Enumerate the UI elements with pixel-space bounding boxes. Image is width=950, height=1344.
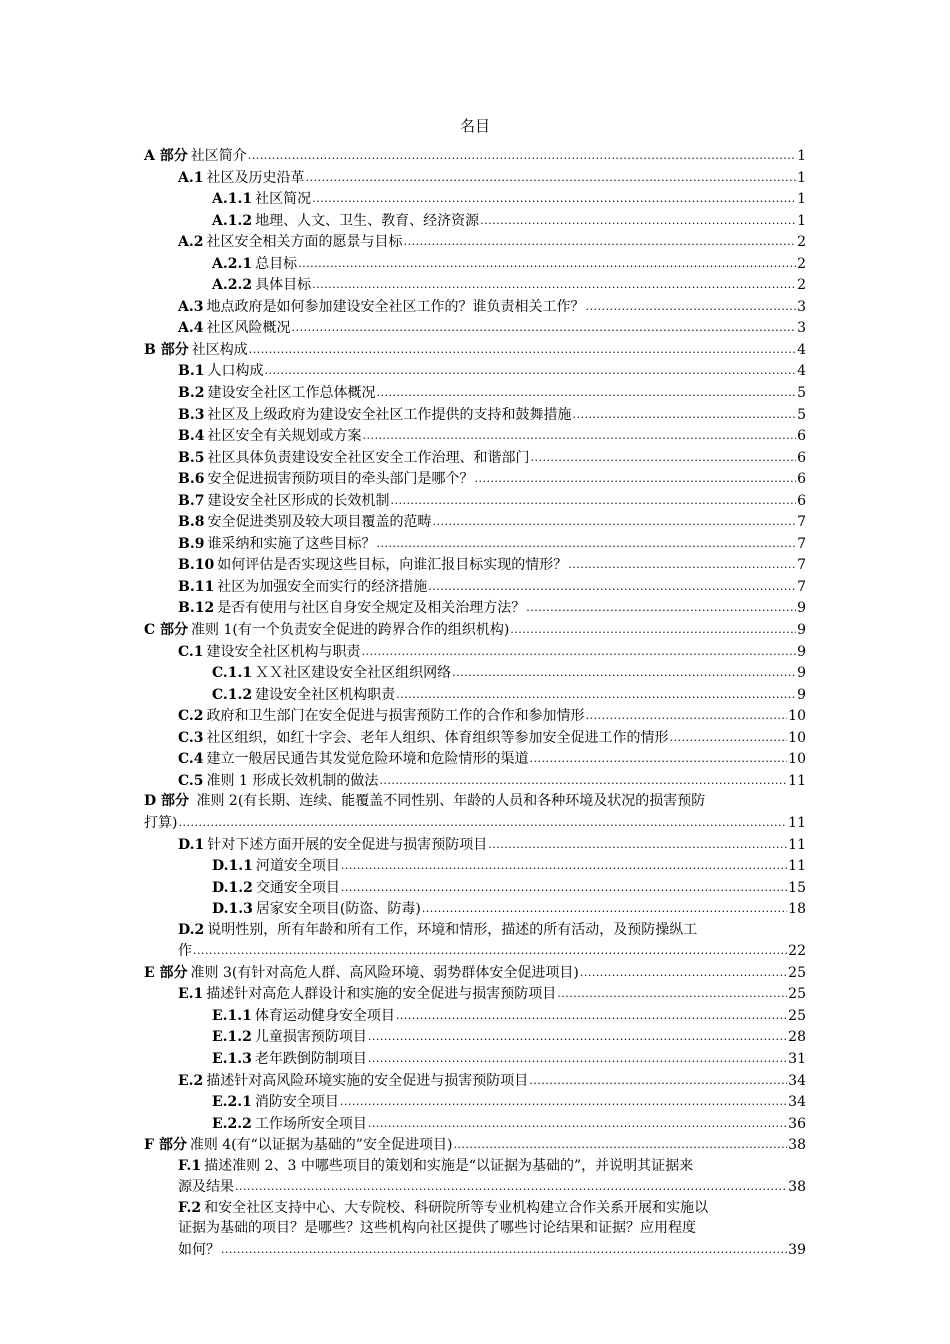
toc-entry-code: A.1.2 xyxy=(212,212,253,229)
toc-entry-code: D.1.1 xyxy=(212,858,253,875)
toc-page-number: 5 xyxy=(797,406,806,423)
dot-leader xyxy=(480,210,796,232)
toc-page-number: 4 xyxy=(797,363,806,380)
toc-entry[interactable] xyxy=(144,1048,806,1070)
toc-entry[interactable] xyxy=(144,576,806,598)
toc-entry-code: C.3 xyxy=(178,729,204,746)
toc-page-number: 28 xyxy=(788,1029,806,1046)
dot-leader xyxy=(221,1239,787,1261)
toc-entry-text: 是否有使用与社区自身安全规定及相关治理方法？ xyxy=(217,600,526,617)
toc-entry-code: B.8 xyxy=(178,514,205,531)
toc-entry-line xyxy=(178,1198,806,1219)
toc-entry[interactable] xyxy=(144,1026,806,1048)
toc-page-number: 31 xyxy=(788,1050,806,1067)
toc-entry[interactable] xyxy=(144,962,806,984)
toc-entry-line xyxy=(178,940,806,962)
toc-entry[interactable] xyxy=(144,619,806,641)
dot-leader xyxy=(670,727,788,749)
dot-leader xyxy=(291,317,796,339)
toc-page-number: 11 xyxy=(788,858,806,875)
toc-entry-code: A.1.1 xyxy=(212,191,253,208)
toc-entry[interactable] xyxy=(144,662,806,684)
toc-entry-code: E.1.1 xyxy=(212,1007,252,1024)
dot-leader xyxy=(453,1134,787,1156)
dot-leader xyxy=(396,684,796,706)
dot-leader xyxy=(362,641,797,663)
toc-entry-line xyxy=(178,1239,806,1261)
toc-entry[interactable] xyxy=(144,468,806,490)
toc-page-number: 9 xyxy=(797,643,806,660)
toc-entry-code: B 部分 xyxy=(144,341,189,358)
toc-entry-text: 描述准则 2、3 中哪些项目的策划和实施是“以证据为基础的”，并说明其证据来 xyxy=(204,1157,694,1174)
dot-leader xyxy=(390,490,796,512)
toc-entry-text: 老年跌倒防制项目 xyxy=(254,1050,367,1067)
toc-entry[interactable] xyxy=(144,274,806,296)
toc-entry-line xyxy=(144,791,806,812)
toc-entry-text: 消防安全项目 xyxy=(254,1094,339,1111)
toc-page-number: 38 xyxy=(788,1179,806,1196)
toc-entry[interactable] xyxy=(144,834,806,856)
toc-entry-text: 社区及历史沿革 xyxy=(206,169,305,186)
dot-leader xyxy=(376,382,796,404)
dot-leader xyxy=(193,940,787,962)
toc-entry[interactable] xyxy=(144,145,806,167)
toc-entry-text-continued: 如何？ xyxy=(178,1241,220,1258)
toc-entry-text: 社区安全有关规划或方案 xyxy=(207,428,362,445)
dot-leader xyxy=(341,877,787,899)
toc-page-number: 11 xyxy=(788,836,806,853)
toc-entry-code: A.2 xyxy=(178,234,204,251)
toc-entry-code: E.1.3 xyxy=(212,1050,252,1067)
toc-entry[interactable] xyxy=(144,253,806,275)
toc-entry[interactable] xyxy=(144,296,806,318)
toc-page-number: 1 xyxy=(797,169,806,186)
toc-page-number: 6 xyxy=(797,428,806,445)
toc-entry-text: 社区风险概况 xyxy=(206,320,291,337)
toc-entry[interactable] xyxy=(144,1134,806,1156)
toc-entry-text: 社区简况 xyxy=(255,191,312,208)
toc-entry-text: 谁采纳和实施了这些目标？ xyxy=(207,535,376,552)
toc-page-number: 11 xyxy=(788,814,806,831)
dot-leader xyxy=(529,1070,787,1092)
toc-entry[interactable] xyxy=(144,360,806,382)
toc-page-number: 7 xyxy=(797,535,806,552)
toc-entry-code: B.6 xyxy=(178,471,205,488)
toc-entry[interactable] xyxy=(144,705,806,727)
dot-leader xyxy=(428,576,796,598)
toc-page-number: 6 xyxy=(797,449,806,466)
dot-leader xyxy=(341,855,787,877)
toc-entry-code: B.9 xyxy=(178,535,205,552)
toc-entry-text: 建设安全社区机构与职责 xyxy=(206,643,361,660)
dot-leader xyxy=(368,1026,787,1048)
toc-entry-code: E 部分 xyxy=(144,964,188,981)
toc-entry[interactable] xyxy=(144,382,806,404)
toc-page-number: 39 xyxy=(788,1241,806,1258)
toc-entry-code: D 部分 xyxy=(144,793,190,810)
toc-entry[interactable] xyxy=(144,1198,806,1261)
toc-entry-text: 描述针对高风险环境实施的安全促进与损害预防项目 xyxy=(206,1072,529,1089)
toc-page-number: 9 xyxy=(797,686,806,703)
toc-entry-code: C.5 xyxy=(178,772,204,789)
dot-leader xyxy=(368,1113,787,1135)
toc-entry-code: F.1 xyxy=(178,1157,202,1174)
toc-entry[interactable] xyxy=(144,1113,806,1135)
toc-entry[interactable] xyxy=(144,447,806,469)
toc-entry[interactable] xyxy=(144,317,806,339)
toc-entry[interactable] xyxy=(144,597,806,619)
toc-page-number: 2 xyxy=(797,277,806,294)
dot-leader xyxy=(432,511,796,533)
toc-entry[interactable] xyxy=(144,511,806,533)
toc-entry[interactable] xyxy=(144,898,806,920)
toc-entry-text: 准则 3(有针对高危人群、高风险环境、弱势群体安全促进项目) xyxy=(190,964,579,981)
toc-entry-line xyxy=(178,920,806,941)
toc-entry-text: 交通安全项目 xyxy=(255,879,340,896)
toc-entry-code: A.4 xyxy=(178,320,204,337)
toc-entry-line xyxy=(178,1156,806,1177)
dot-leader xyxy=(362,425,796,447)
dot-leader xyxy=(368,1048,787,1070)
dot-leader xyxy=(580,962,787,984)
toc-entry-text: 说明性别，所有年龄和所有工作，环境和情形，描述的所有活动，及预防操纵工 xyxy=(207,921,698,938)
dot-leader xyxy=(340,1091,787,1113)
toc-entry[interactable] xyxy=(144,727,806,749)
toc-page-number: 6 xyxy=(797,492,806,509)
toc-entry-text: 如何评估是否实现这些目标，向谁汇报目标实现的情形？ xyxy=(217,557,568,574)
toc-page-number: 2 xyxy=(797,234,806,251)
dot-leader xyxy=(248,145,796,167)
toc-page-number: 11 xyxy=(788,772,806,789)
toc-entry-text: 体育运动健身安全项目 xyxy=(254,1007,395,1024)
toc-entry[interactable] xyxy=(144,231,806,253)
toc-entry-text: 准则 4(有“以证据为基础的”安全促进项目) xyxy=(189,1137,453,1154)
toc-page-number: 38 xyxy=(788,1137,806,1154)
dot-leader xyxy=(422,898,787,920)
toc-entry-code: B.7 xyxy=(178,492,205,509)
toc-page-number: 10 xyxy=(788,708,806,725)
toc-page-number: 10 xyxy=(788,751,806,768)
toc-page-number: 1 xyxy=(797,191,806,208)
toc-entry[interactable] xyxy=(144,167,806,189)
toc-page-number: 25 xyxy=(788,964,806,981)
toc-entry[interactable] xyxy=(144,1005,806,1027)
toc-entry-text: 建立一般居民通告其发觉危险环境和危险情形的渠道 xyxy=(206,751,529,768)
dot-leader xyxy=(264,360,796,382)
dot-leader xyxy=(572,404,796,426)
toc-entry-code: D.1 xyxy=(178,836,205,853)
toc-entry-text-continued: 作 xyxy=(178,943,192,960)
toc-entry-code: D.1.3 xyxy=(212,901,253,918)
toc-entry-text: 建设安全社区工作总体概况 xyxy=(207,385,376,402)
toc-entry-code: D.1.2 xyxy=(212,879,253,896)
toc-entry-code: E.2 xyxy=(178,1072,204,1089)
dot-leader xyxy=(530,748,788,770)
toc-page-number: 25 xyxy=(788,986,806,1003)
toc-entry-text: 社区简介 xyxy=(190,148,247,164)
toc-entry[interactable] xyxy=(144,877,806,899)
toc-entry[interactable] xyxy=(144,533,806,555)
toc-page-number: 1 xyxy=(797,148,806,164)
dot-leader xyxy=(298,253,796,275)
toc-page-number: 34 xyxy=(788,1094,806,1111)
toc-entry-code: D.2 xyxy=(178,921,205,938)
dot-leader xyxy=(510,619,796,641)
toc-page-number: 5 xyxy=(797,385,806,402)
toc-entry[interactable] xyxy=(144,920,806,962)
toc-page-number: 9 xyxy=(797,600,806,617)
toc-page-number: 3 xyxy=(797,320,806,337)
toc-entry[interactable] xyxy=(144,791,806,833)
toc-entry[interactable] xyxy=(144,1070,806,1092)
dot-leader xyxy=(376,533,796,555)
toc-entry-code: E.2.2 xyxy=(212,1115,252,1132)
dot-leader xyxy=(452,662,796,684)
toc-entry-text: 社区具体负责建设安全社区安全工作治理、和谐部门 xyxy=(207,449,530,466)
toc-title: 名目 xyxy=(459,117,490,135)
toc-entry-text: 政府和卫生部门在安全促进与损害预防工作的合作和参加情形 xyxy=(206,708,585,725)
toc-entry-code: A.3 xyxy=(178,298,204,315)
dot-leader xyxy=(312,188,796,210)
toc-entry-text: 总目标 xyxy=(255,255,298,272)
toc-page-number: 9 xyxy=(797,622,806,639)
toc-entry-line xyxy=(178,1176,806,1198)
toc-page-number: 2 xyxy=(797,255,806,272)
toc-entry-code: C.1.1 xyxy=(212,665,253,682)
toc-entry-text: 描述针对高危人群设计和实施的安全促进与损害预防项目 xyxy=(206,986,557,1003)
toc-entry[interactable] xyxy=(144,1156,806,1198)
toc-entry-text: 地理、人文、卫生、教育、经济资源 xyxy=(255,212,480,229)
toc-entry-code: C.4 xyxy=(178,751,204,768)
dot-leader xyxy=(557,983,787,1005)
toc-entry-text: 河道安全项目 xyxy=(255,858,340,875)
dot-leader xyxy=(586,705,788,727)
toc-entry[interactable] xyxy=(144,983,806,1005)
toc-entry-text: 居家安全项目(防盗、防毒) xyxy=(255,901,421,918)
toc-entry-code: A.2.1 xyxy=(212,255,253,272)
toc-entry-text: 社区构成 xyxy=(191,341,248,358)
toc-page-number: 15 xyxy=(788,879,806,896)
toc-entry-code: B.12 xyxy=(178,600,215,617)
dot-leader xyxy=(235,1176,787,1198)
toc-entry-text: 工作场所安全项目 xyxy=(254,1115,367,1132)
toc-entry-text: 社区组织，如红十字会、老年人组织、体育组织等参加安全促进工作的情形 xyxy=(206,729,669,746)
toc-entry-text: 准则 1(有一个负责安全促进的跨界合作的组织机构) xyxy=(191,622,510,639)
toc-entry-code: C 部分 xyxy=(144,622,189,639)
toc-page-number: 25 xyxy=(788,1007,806,1024)
toc-entry-code: B.3 xyxy=(178,406,205,423)
toc-entry-code: C.1.2 xyxy=(212,686,253,703)
toc-entry-code: E.2.1 xyxy=(212,1094,252,1111)
toc-entry[interactable] xyxy=(144,1091,806,1113)
toc-entry[interactable] xyxy=(144,684,806,706)
toc-entry[interactable] xyxy=(144,748,806,770)
toc-entry-text: 儿童损害预防项目 xyxy=(254,1029,367,1046)
toc-entry-text: 准则 2(有长期、连续、能覆盖不同性别、年龄的人员和各种环境及状况的损害预防 xyxy=(192,793,706,810)
toc-entry-text: 具体目标 xyxy=(255,277,312,294)
toc-page-number: 22 xyxy=(788,943,806,960)
toc-entry[interactable] xyxy=(144,770,806,792)
toc-entry-code: B.11 xyxy=(178,578,215,595)
toc-entry-code: F.2 xyxy=(178,1199,202,1216)
toc-page-number: 34 xyxy=(788,1072,806,1089)
toc-entry-line: 证据为基础的项目？是哪些？这些机构向社区提供了哪些讨论结果和证据？应用程度 xyxy=(178,1220,696,1237)
toc-page-number: 10 xyxy=(788,729,806,746)
dot-leader xyxy=(526,597,796,619)
toc-entry-text: 建设安全社区形成的长效机制 xyxy=(207,492,390,509)
toc-entry-code: A 部分 xyxy=(144,148,188,164)
toc-entry-text: ＸＸ社区建设安全社区组织网络 xyxy=(255,665,452,682)
toc-entry-text-continued: 打算) xyxy=(144,814,178,831)
dot-leader xyxy=(312,274,796,296)
toc-entry-code: C.2 xyxy=(178,708,204,725)
toc-entry-code: B.1 xyxy=(178,363,205,380)
toc-entry-code: B.5 xyxy=(178,449,205,466)
toc-page-number: 4 xyxy=(797,341,806,358)
dot-leader xyxy=(249,339,796,361)
toc-entry-text: 社区安全相关方面的愿景与目标 xyxy=(206,234,403,251)
toc-page-number: 9 xyxy=(797,665,806,682)
toc-entry[interactable] xyxy=(144,210,806,232)
toc-page-number: 36 xyxy=(788,1115,806,1132)
toc-page-number: 7 xyxy=(797,514,806,531)
toc-page-number: 1 xyxy=(797,212,806,229)
dot-leader xyxy=(379,770,787,792)
toc-entry-code: E.1.2 xyxy=(212,1029,252,1046)
toc-entry-text: 地点政府是如何参加建设安全社区工作的？谁负责相关工作？ xyxy=(206,298,585,315)
toc-entry[interactable] xyxy=(144,554,806,576)
toc-entry[interactable] xyxy=(144,641,806,663)
toc-entry-code: A.2.2 xyxy=(212,277,253,294)
toc-entry-text: 社区为加强安全而实行的经济措施 xyxy=(217,578,428,595)
dot-leader xyxy=(305,167,796,189)
toc-entry[interactable] xyxy=(144,490,806,512)
dot-leader xyxy=(403,231,796,253)
toc-entry-text: 针对下述方面开展的安全促进与损害预防项目 xyxy=(207,836,488,853)
toc-page-number: 3 xyxy=(797,298,806,315)
toc-entry-text-continued: 源及结果 xyxy=(178,1179,234,1196)
toc-entry[interactable] xyxy=(144,188,806,210)
toc-page-number: 7 xyxy=(797,578,806,595)
toc-entry[interactable] xyxy=(144,404,806,426)
toc-page-number: 6 xyxy=(797,471,806,488)
toc-entry-line xyxy=(144,812,806,834)
dot-leader xyxy=(488,834,787,856)
dot-leader xyxy=(568,554,796,576)
toc-entry[interactable] xyxy=(144,339,806,361)
toc-page-number: 7 xyxy=(797,557,806,574)
toc-entry-text: 社区及上级政府为建设安全社区工作提供的支持和鼓舞措施 xyxy=(207,406,572,423)
dot-leader xyxy=(530,447,796,469)
table-of-contents xyxy=(144,145,806,1260)
toc-entry-code: C.1 xyxy=(178,643,204,660)
toc-entry[interactable] xyxy=(144,425,806,447)
toc-page-number: 18 xyxy=(788,901,806,918)
dot-leader xyxy=(585,296,796,318)
toc-entry-code: A.1 xyxy=(178,169,204,186)
toc-entry-text: 建设安全社区机构职责 xyxy=(255,686,396,703)
toc-entry-code: B.4 xyxy=(178,428,205,445)
toc-entry-text: 安全促进类别及较大项目覆盖的范畴 xyxy=(207,514,432,531)
toc-entry-code: B.2 xyxy=(178,385,205,402)
toc-entry-code: F 部分 xyxy=(144,1137,187,1154)
toc-entry-text: 安全促进损害预防项目的牵头部门是哪个？ xyxy=(207,471,474,488)
toc-entry-text: 和安全社区支持中心、大专院校、科研院所等专业机构建立合作关系开展和实施以 xyxy=(204,1199,709,1216)
toc-entry[interactable] xyxy=(144,855,806,877)
dot-leader xyxy=(396,1005,787,1027)
toc-entry-text: 人口构成 xyxy=(207,363,264,380)
dot-leader xyxy=(474,468,796,490)
toc-entry-code: B.10 xyxy=(178,557,215,574)
toc-entry-code: E.1 xyxy=(178,986,204,1003)
toc-entry-text: 准则 1 形成长效机制的做法 xyxy=(206,772,379,789)
dot-leader xyxy=(178,812,787,834)
